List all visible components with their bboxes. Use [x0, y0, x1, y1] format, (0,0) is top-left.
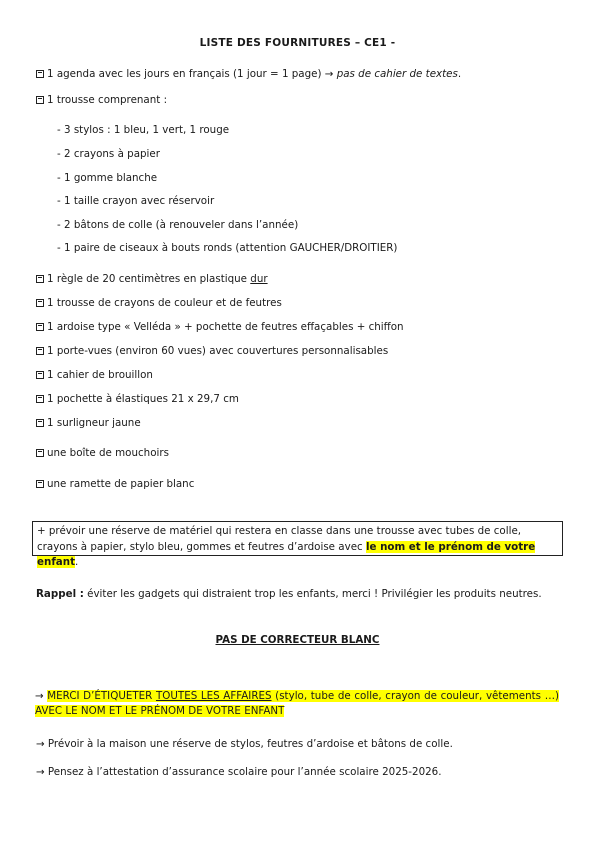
- rappel-colon: :: [76, 588, 84, 600]
- list-item: [36, 417, 141, 429]
- item-text: 1 trousse de crayons de couleur et de feutres: [47, 297, 282, 309]
- item-text: 1 règle de 20 centimètres en plastique: [47, 273, 251, 285]
- item-text: une boîte de mouchoirs: [47, 447, 169, 459]
- checkbox-icon: [36, 347, 44, 355]
- item-text: 1 agenda avec les jours en français (1 jour = 1 page): [47, 68, 325, 80]
- rappel-label: Rappel: [36, 588, 77, 600]
- sub-item: - 1 taille crayon avec réservoir: [57, 195, 215, 207]
- item-end: .: [457, 68, 462, 80]
- list-item: [36, 321, 404, 333]
- checkbox-icon: [36, 371, 44, 379]
- list-item-agenda: [36, 68, 461, 80]
- list-item-ruler: [36, 273, 268, 285]
- reserve-text: + prévoir une réserve de matériel qui restera en classe dans une trousse avec tubes de colle, crayons à papier, stylo bleu, gommes et feutres d’ardoise avec: [37, 525, 522, 553]
- label-notice-text: (stylo, tube de colle, crayon de couleur, vêtements …) AVEC LE NOM ET LE PRÉNOM DE VOTRE ENFANT: [35, 690, 560, 717]
- list-item: [36, 393, 239, 405]
- rappel-line: [36, 588, 542, 600]
- document-title: LISTE DES FOURNITURES – CE1 -: [199, 37, 396, 49]
- list-item: [36, 369, 153, 381]
- label-notice-text: MERCI D’ÉTIQUETER: [47, 690, 156, 702]
- label-notice: [35, 689, 559, 719]
- list-item-trousse: [36, 94, 167, 106]
- item-text: 1 cahier de brouillon: [47, 369, 153, 381]
- checkbox-icon: [36, 449, 44, 457]
- list-item: [36, 297, 282, 309]
- checkbox-icon: [36, 275, 44, 283]
- item-text: une ramette de papier blanc: [47, 478, 195, 490]
- item-text: 1 trousse comprenant :: [47, 94, 168, 106]
- item-text: 1 surligneur jaune: [47, 417, 141, 429]
- checkbox-icon: [36, 395, 44, 403]
- sub-item: - 1 gomme blanche: [57, 172, 158, 184]
- checkbox-icon: [36, 323, 44, 331]
- list-item: [36, 345, 388, 357]
- item-text: 1 pochette à élastiques 21 x 29,7 cm: [47, 393, 239, 405]
- reserve-notice-box: [32, 521, 563, 568]
- item-emphasis: dur: [250, 273, 268, 285]
- list-item: [36, 478, 194, 490]
- checkbox-icon: [36, 70, 44, 78]
- arrow-icon: →: [324, 68, 334, 80]
- sub-item: - 2 bâtons de colle (à renouveler dans l’année): [57, 219, 299, 231]
- list-item: [36, 447, 169, 459]
- checkbox-icon: [36, 419, 44, 427]
- reserve-end: .: [75, 556, 79, 568]
- checkbox-icon: [36, 96, 44, 104]
- item-text: 1 porte-vues (environ 60 vues) avec couvertures personnalisables: [47, 345, 389, 357]
- arrow-icon: →: [35, 690, 48, 702]
- note-line: → Prévoir à la maison une réserve de stylos, feutres d’ardoise et bâtons de colle.: [36, 738, 453, 750]
- highlighted-name-text: le nom et le prénom de votre enfant: [37, 540, 536, 568]
- checkbox-icon: [36, 480, 44, 488]
- item-text: 1 ardoise type « Velléda » + pochette de feutres effaçables + chiffon: [47, 321, 404, 333]
- sub-item: - 3 stylos : 1 bleu, 1 vert, 1 rouge: [57, 124, 230, 136]
- rappel-text: éviter les gadgets qui distraient trop les enfants, merci ! Privilégier les produits neutres.: [83, 588, 542, 600]
- item-note: pas de cahier de textes: [333, 68, 458, 80]
- checkbox-icon: [36, 299, 44, 307]
- no-corrector-heading: PAS DE CORRECTEUR BLANC: [215, 634, 380, 646]
- note-line: → Pensez à l’attestation d’assurance scolaire pour l’année scolaire 2025-2026.: [36, 766, 442, 778]
- label-notice-underlined: TOUTES LES AFFAIRES: [155, 690, 272, 702]
- sub-item: - 1 paire de ciseaux à bouts ronds (attention GAUCHER/DROITIER): [57, 242, 398, 254]
- sub-item: - 2 crayons à papier: [57, 148, 160, 160]
